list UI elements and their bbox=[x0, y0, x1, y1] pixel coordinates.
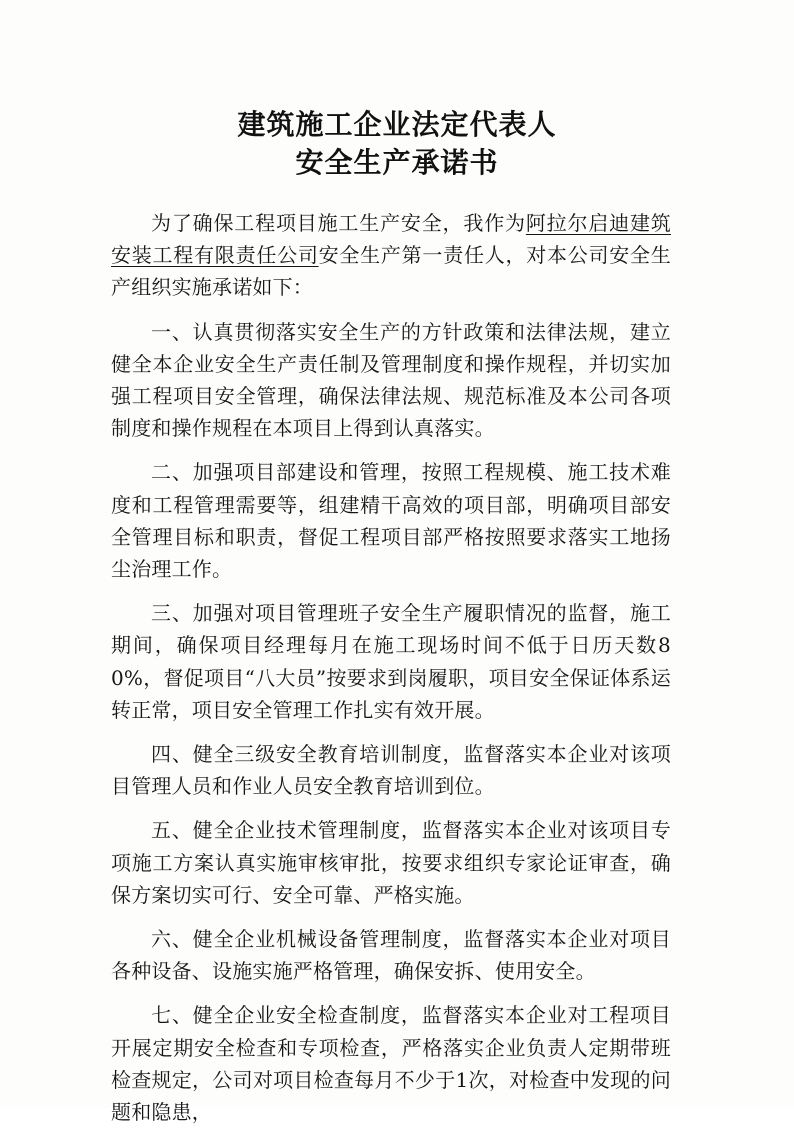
commitment-item-6: 六、健全企业机械设备管理制度，监督落实本企业对项目各种设备、设施实施严格管理，确保安拆、使用安全。 bbox=[111, 927, 671, 984]
document-title-line-2: 安全生产承诺书 bbox=[295, 146, 499, 179]
commitment-item-5: 五、健全企业技术管理制度，监督落实本企业对该项目专项施工方案认真实施审核审批，按要求组织专家论证审查，确保方案切实可行、安全可靠、严格实施。 bbox=[111, 818, 671, 907]
commitment-item-2: 二、加强项目部建设和管理，按照工程规模、施工技术难度和工程管理需要等，组建精干高效的项目部，明确项目部安全管理目标和职责，督促工程项目部严格按照要求落实工地扬尘治理工作。 bbox=[111, 460, 671, 582]
commitment-item-1: 一、认真贯彻落实安全生产的方针政策和法律法规，建立健全本企业安全生产责任制及管理制度和操作规程，并切实加强工程项目安全管理，确保法律法规、规范标准及本公司各项制度和操作规程在本项目上得到认真落实。 bbox=[111, 319, 671, 441]
intro-text-before: 为了确保工程项目施工生产安全，我作为 bbox=[151, 211, 526, 235]
document-body bbox=[111, 207, 671, 1128]
intro-text-after: 安全生产第一责任人，对本公司安全生产组织实施承诺如下： bbox=[111, 243, 672, 300]
company-name: 阿拉尔启迪建筑安装工程有限责任公司 bbox=[111, 211, 671, 268]
commitment-item-7: 七、健全企业安全检查制度，监督落实本企业对工程项目开展定期安全检查和专项检查，严格落实企业负责人定期带班检查规定，公司对项目检查每月不少于1次，对检查中发现的问题和隐患， bbox=[111, 1003, 671, 1125]
commitment-item-3: 三、加强对项目管理班子安全生产履职情况的监督，施工期间，确保项目经理每月在施工现场时间不低于日历天数80%，督促项目“八大员”按要求到岗履职，项目安全保证体系运转正常，项目安全管理工作扎实有效开展。 bbox=[111, 601, 671, 722]
document-title-line-1: 建筑施工企业法定代表人 bbox=[237, 108, 557, 141]
intro-paragraph bbox=[111, 207, 671, 304]
commitment-item-4: 四、健全三级安全教育培训制度，监督落实本企业对该项目管理人员和作业人员安全教育培训到位。 bbox=[111, 742, 671, 799]
